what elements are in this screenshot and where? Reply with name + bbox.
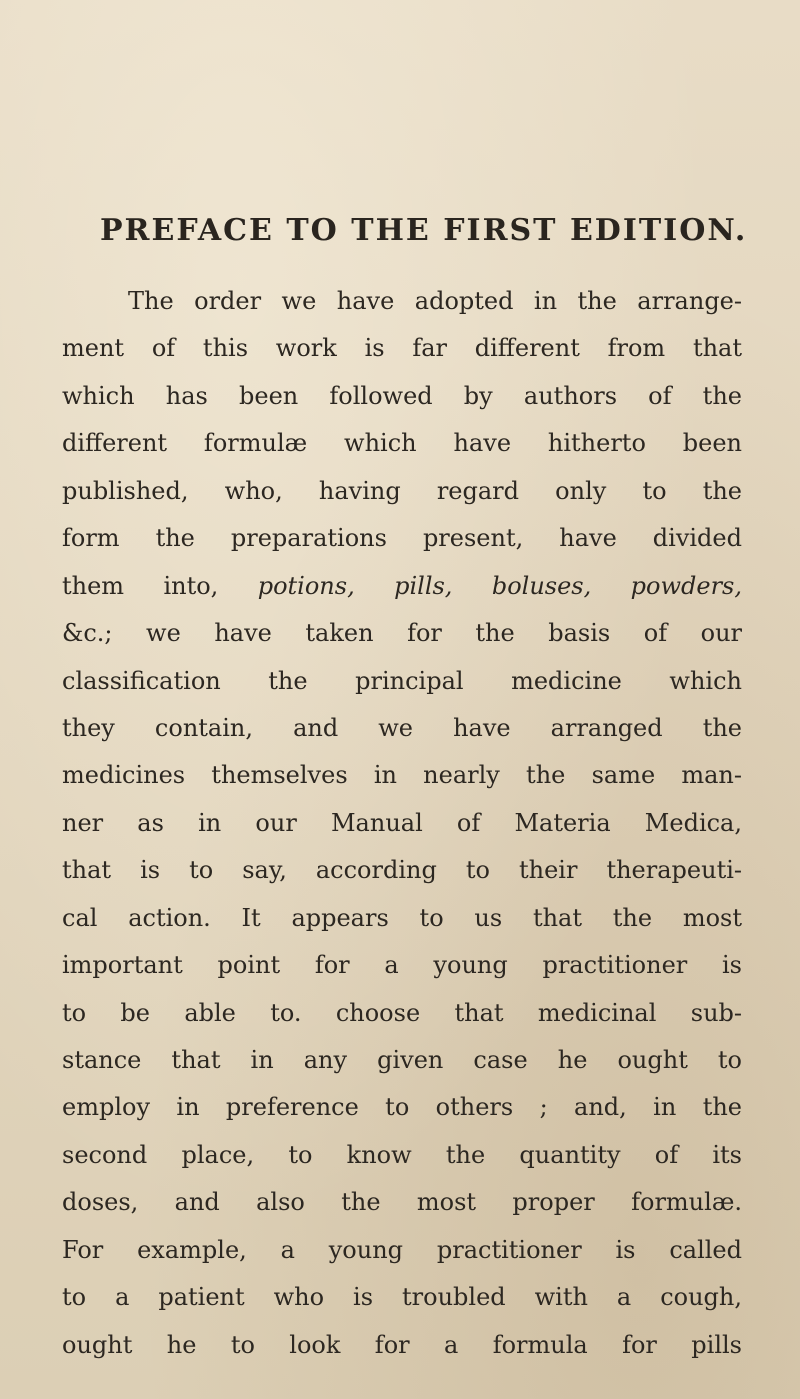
text-line: employ in preference to others ; and, in the [62, 1093, 742, 1122]
text-line: that is to say, according to their therapeuti- [62, 856, 742, 885]
preface-body [62, 278, 742, 1369]
text-line: ner as in our Manual of Materia Medica, [62, 808, 742, 837]
text-line: important point for a young practitioner is [62, 951, 742, 980]
text-line: to a patient who is troubled with a cough, [62, 1283, 742, 1312]
text-line: different formulæ which have hitherto been [62, 429, 742, 458]
text-line: medicines themselves in nearly the same man- [62, 761, 742, 790]
text-line: published, who, having regard only to the [62, 476, 742, 505]
text-line: which has been followed by authors of the [62, 381, 742, 410]
text-line: The order we have adopted in the arrange- [128, 287, 742, 315]
text-line: For example, a young practitioner is called [62, 1235, 742, 1264]
text-line: second place, to know the quantity of its [62, 1140, 742, 1169]
text-line: stance that in any given case he ought to [62, 1046, 742, 1074]
text-line: to be able to. choose that medicinal sub- [62, 998, 742, 1027]
text-line: ought he to look for a formula for pills [62, 1330, 742, 1359]
text-line: classification the principal medicine which [62, 666, 742, 695]
italic-forms: potions, pills, boluses, powders, [257, 571, 742, 600]
text-line: form the preparations present, have divided [62, 524, 742, 553]
text-line: they contain, and we have arranged the [62, 713, 742, 742]
text-line: them into, potions, pills, boluses, powders, [62, 571, 742, 600]
text-line: ment of this work is far different from that [62, 334, 742, 363]
text-line: cal action. It appears to us that the most [62, 903, 742, 932]
preface-heading: PREFACE TO THE FIRST EDITION. [100, 213, 748, 248]
text-line: doses, and also the most proper formulæ. [62, 1188, 742, 1217]
text-line: &c.; we have taken for the basis of our [62, 619, 742, 648]
